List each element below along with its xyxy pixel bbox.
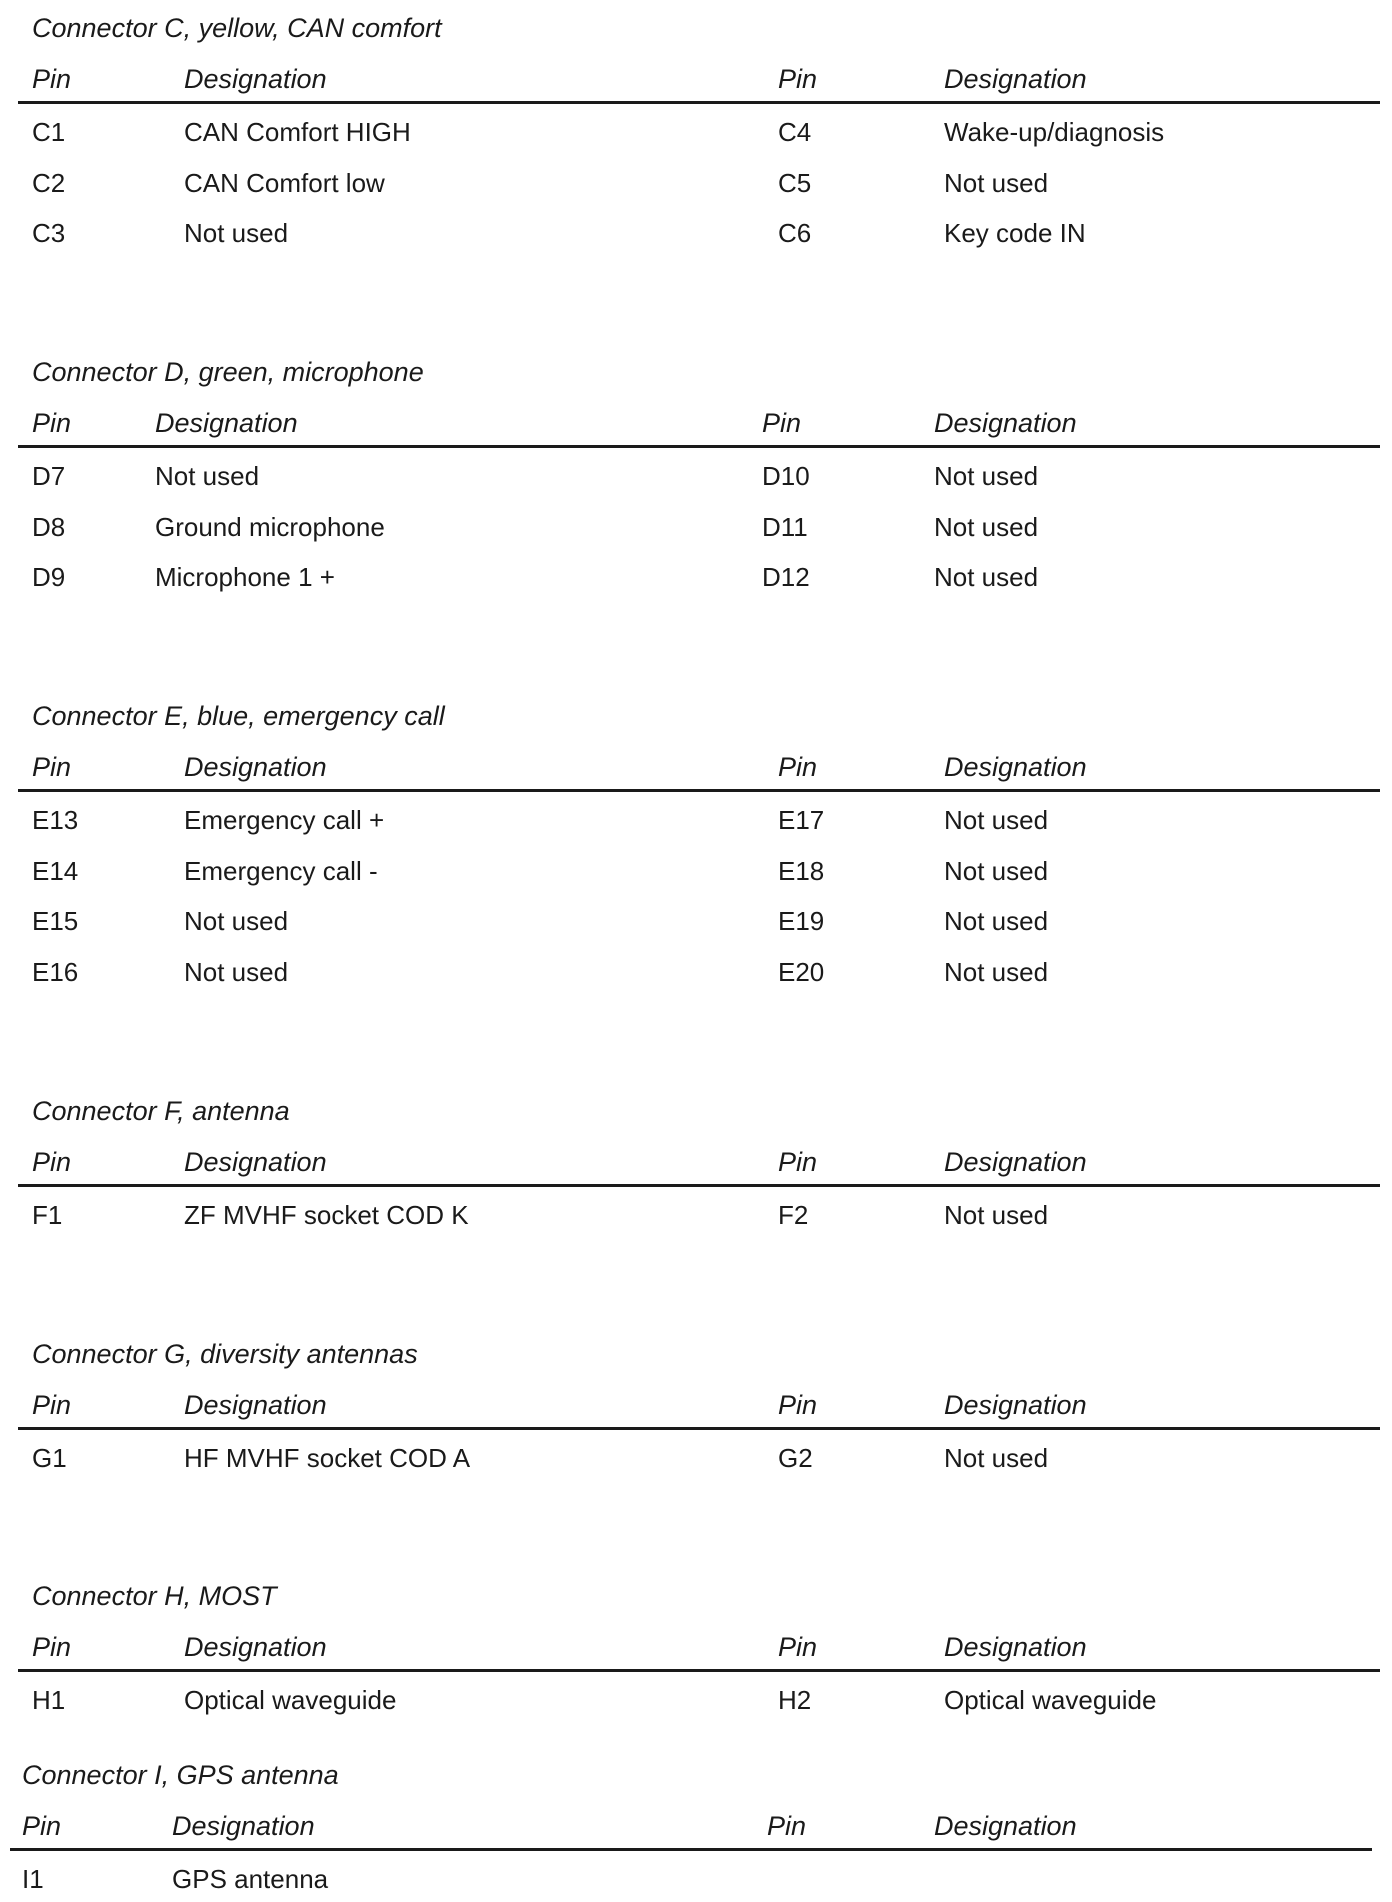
pin-cell: E15 bbox=[32, 906, 79, 937]
designation-cell: Not used bbox=[944, 906, 1049, 937]
section-title: Connector H, MOST bbox=[32, 1581, 277, 1611]
header-rule bbox=[18, 1427, 1380, 1430]
header-pin-left: Pin bbox=[32, 1632, 72, 1662]
header-designation-right: Designation bbox=[934, 408, 1077, 438]
header-pin-left: Pin bbox=[32, 1147, 72, 1177]
header-designation-right: Designation bbox=[944, 1390, 1087, 1420]
header-pin-right: Pin bbox=[767, 1811, 807, 1841]
designation-cell: Wake-up/diagnosis bbox=[944, 117, 1165, 147]
section-title: Connector G, diversity antennas bbox=[32, 1339, 418, 1369]
pin-cell: F1 bbox=[32, 1200, 63, 1230]
designation-cell: CAN Comfort low bbox=[184, 167, 385, 198]
designation-cell: Not used bbox=[944, 1443, 1049, 1473]
header-designation-left: Designation bbox=[155, 408, 298, 438]
pin-cell: C4 bbox=[778, 117, 812, 147]
designation-cell: Emergency call + bbox=[184, 805, 385, 835]
designation-cell: Not used bbox=[934, 461, 1039, 491]
designation-cell: Key code IN bbox=[944, 218, 1086, 249]
section-title: Connector I, GPS antenna bbox=[22, 1760, 339, 1790]
pin-cell: D10 bbox=[762, 461, 810, 491]
header-pin-right: Pin bbox=[778, 1390, 818, 1420]
designation-cell: GPS antenna bbox=[172, 1864, 329, 1894]
header-rule bbox=[18, 445, 1380, 448]
designation-cell: Microphone 1 + bbox=[155, 562, 335, 593]
designation-cell: Ground microphone bbox=[155, 511, 385, 542]
designation-cell: Optical waveguide bbox=[944, 1685, 1157, 1715]
header-rule bbox=[18, 789, 1380, 792]
header-designation-left: Designation bbox=[184, 1390, 327, 1420]
header-designation-left: Designation bbox=[184, 64, 327, 94]
pin-cell: H2 bbox=[778, 1685, 812, 1715]
designation-cell: CAN Comfort HIGH bbox=[184, 117, 411, 147]
designation-cell: Not used bbox=[944, 805, 1049, 835]
designation-cell: Not used bbox=[155, 461, 260, 491]
designation-cell: Not used bbox=[944, 957, 1049, 988]
pin-cell: E20 bbox=[778, 957, 825, 988]
designation-cell: Not used bbox=[944, 855, 1049, 886]
header-designation-left: Designation bbox=[172, 1811, 315, 1841]
header-pin-left: Pin bbox=[32, 408, 72, 438]
pin-cell: C5 bbox=[778, 167, 812, 198]
pin-cell: C6 bbox=[778, 218, 812, 249]
header-rule bbox=[18, 101, 1380, 104]
section-title: Connector F, antenna bbox=[32, 1096, 290, 1126]
header-pin-right: Pin bbox=[778, 64, 818, 94]
header-pin-right: Pin bbox=[778, 752, 818, 782]
header-designation-right: Designation bbox=[944, 1632, 1087, 1662]
header-designation-right: Designation bbox=[944, 752, 1087, 782]
pin-cell: I1 bbox=[22, 1864, 44, 1894]
header-designation-right: Designation bbox=[934, 1811, 1077, 1841]
pin-cell: F2 bbox=[778, 1200, 809, 1230]
pin-cell: C2 bbox=[32, 167, 66, 198]
header-designation-left: Designation bbox=[184, 1147, 327, 1177]
header-rule bbox=[10, 1848, 1372, 1851]
designation-cell: Optical waveguide bbox=[184, 1685, 397, 1715]
designation-cell: HF MVHF socket COD A bbox=[184, 1443, 471, 1473]
header-pin-right: Pin bbox=[778, 1147, 818, 1177]
section-title: Connector D, green, microphone bbox=[32, 357, 424, 387]
designation-cell: Emergency call - bbox=[184, 855, 378, 886]
pin-cell: E14 bbox=[32, 855, 79, 886]
header-rule bbox=[18, 1669, 1380, 1672]
pin-cell: D12 bbox=[762, 562, 810, 593]
designation-cell: Not used bbox=[944, 1200, 1049, 1230]
pin-cell: E18 bbox=[778, 855, 825, 886]
pin-cell: E13 bbox=[32, 805, 79, 835]
designation-cell: ZF MVHF socket COD K bbox=[184, 1200, 469, 1230]
header-designation-left: Designation bbox=[184, 1632, 327, 1662]
section-title: Connector C, yellow, CAN comfort bbox=[32, 13, 442, 43]
pin-cell: E17 bbox=[778, 805, 825, 835]
pin-cell: D9 bbox=[32, 562, 66, 593]
header-designation-left: Designation bbox=[184, 752, 327, 782]
designation-cell: Not used bbox=[184, 218, 289, 249]
designation-cell: Not used bbox=[184, 957, 289, 988]
pin-cell: E16 bbox=[32, 957, 79, 988]
header-pin-left: Pin bbox=[22, 1811, 62, 1841]
header-rule bbox=[18, 1184, 1380, 1187]
pin-cell: D8 bbox=[32, 511, 66, 542]
pin-cell: D7 bbox=[32, 461, 66, 491]
designation-cell: Not used bbox=[184, 906, 289, 937]
pin-cell: G1 bbox=[32, 1443, 67, 1473]
pin-cell: G2 bbox=[778, 1443, 813, 1473]
pin-cell: C1 bbox=[32, 117, 66, 147]
header-pin-right: Pin bbox=[762, 408, 802, 438]
header-pin-left: Pin bbox=[32, 1390, 72, 1420]
header-pin-left: Pin bbox=[32, 752, 72, 782]
pin-cell: E19 bbox=[778, 906, 825, 937]
pin-cell: H1 bbox=[32, 1685, 66, 1715]
header-pin-right: Pin bbox=[778, 1632, 818, 1662]
designation-cell: Not used bbox=[944, 167, 1049, 198]
pin-cell: C3 bbox=[32, 218, 66, 249]
designation-cell: Not used bbox=[934, 511, 1039, 542]
header-designation-right: Designation bbox=[944, 64, 1087, 94]
pin-cell: D11 bbox=[762, 511, 808, 542]
section-title: Connector E, blue, emergency call bbox=[32, 701, 445, 731]
header-designation-right: Designation bbox=[944, 1147, 1087, 1177]
designation-cell: Not used bbox=[934, 562, 1039, 593]
header-pin-left: Pin bbox=[32, 64, 72, 94]
